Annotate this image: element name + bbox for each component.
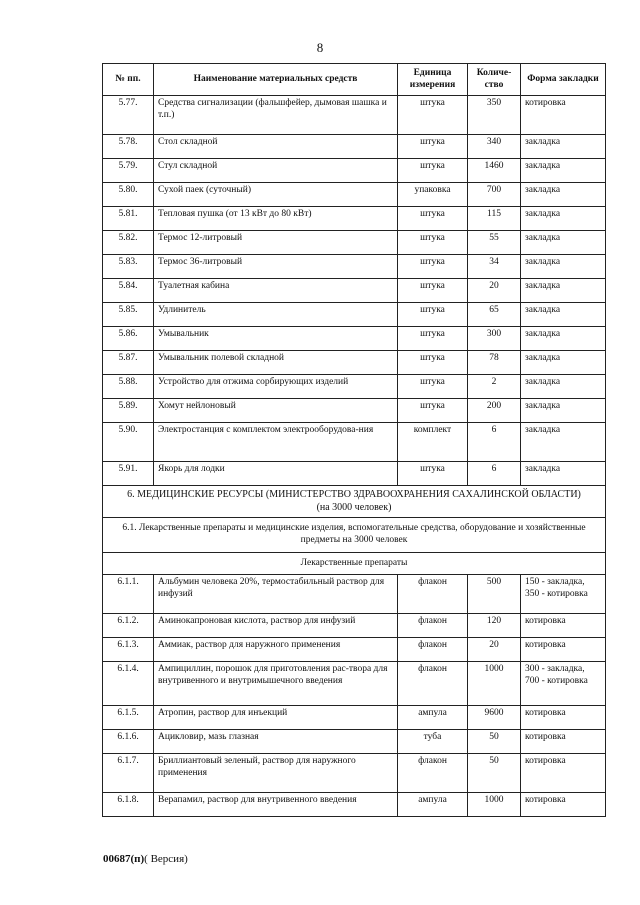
- table-row: [103, 327, 606, 351]
- row-num: 5.80.: [103, 183, 154, 207]
- row-unit: штука: [398, 462, 468, 486]
- row-qty: 1000: [468, 662, 521, 706]
- row-form: котировка: [521, 793, 606, 817]
- row-qty: 6: [468, 423, 521, 462]
- row-qty: 700: [468, 183, 521, 207]
- row-unit: ампула: [398, 706, 468, 730]
- section-heading-row: [103, 486, 606, 518]
- category-heading: Лекарственные препараты: [103, 553, 606, 575]
- row-unit: штука: [398, 303, 468, 327]
- row-form: закладка: [521, 423, 606, 462]
- row-form: 150 - закладка, 350 - котировка: [521, 575, 606, 614]
- subsection-heading: 6.1. Лекарственные препараты и медицинские изделия, вспомогательные средства, оборудование и хозяйственные предметы на 3000 человек: [103, 518, 606, 553]
- table-row: [103, 423, 606, 462]
- row-form: закладка: [521, 135, 606, 159]
- row-num: 5.79.: [103, 159, 154, 183]
- row-name: Туалетная кабина: [154, 279, 398, 303]
- row-unit: флакон: [398, 575, 468, 614]
- row-num: 5.81.: [103, 207, 154, 231]
- row-num: 5.90.: [103, 423, 154, 462]
- row-num: 6.1.4.: [103, 662, 154, 706]
- row-form: закладка: [521, 159, 606, 183]
- table-row: [103, 279, 606, 303]
- row-num: 5.83.: [103, 255, 154, 279]
- category-heading-row: [103, 553, 606, 575]
- row-name: Верапамил, раствор для внутривенного введения: [154, 793, 398, 817]
- row-num: 5.85.: [103, 303, 154, 327]
- row-num: 5.77.: [103, 96, 154, 135]
- row-name: Альбумин человека 20%, термостабильный раствор для инфузий: [154, 575, 398, 614]
- row-unit: штука: [398, 399, 468, 423]
- row-num: 6.1.5.: [103, 706, 154, 730]
- row-name: Средства сигнализации (фальшфейер, дымовая шашка и т.п.): [154, 96, 398, 135]
- table-row: [103, 159, 606, 183]
- row-qty: 34: [468, 255, 521, 279]
- table-row: [103, 375, 606, 399]
- table-row: [103, 638, 606, 662]
- row-qty: 115: [468, 207, 521, 231]
- document-version: ( Версия): [144, 853, 188, 865]
- row-num: 6.1.6.: [103, 730, 154, 754]
- section-note: (на 3000 человек): [316, 501, 392, 513]
- row-unit: флакон: [398, 662, 468, 706]
- row-form: котировка: [521, 96, 606, 135]
- row-form: котировка: [521, 754, 606, 793]
- row-unit: штука: [398, 255, 468, 279]
- materials-table: [102, 63, 606, 817]
- row-qty: 2: [468, 375, 521, 399]
- row-qty: 1460: [468, 159, 521, 183]
- row-name: Сухой паек (суточный): [154, 183, 398, 207]
- header-name: Наименование материальных средств: [154, 64, 398, 96]
- row-name: Якорь для лодки: [154, 462, 398, 486]
- row-unit: штука: [398, 231, 468, 255]
- row-form: 300 - закладка, 700 - котировка: [521, 662, 606, 706]
- row-unit: ампула: [398, 793, 468, 817]
- row-unit: флакон: [398, 754, 468, 793]
- row-qty: 50: [468, 754, 521, 793]
- document-footer: [103, 853, 188, 865]
- table-row: [103, 255, 606, 279]
- row-unit: штука: [398, 135, 468, 159]
- row-num: 6.1.3.: [103, 638, 154, 662]
- row-num: 6.1.2.: [103, 614, 154, 638]
- row-qty: 65: [468, 303, 521, 327]
- row-form: закладка: [521, 303, 606, 327]
- table-row: [103, 351, 606, 375]
- row-qty: 120: [468, 614, 521, 638]
- row-form: закладка: [521, 231, 606, 255]
- table-row: [103, 462, 606, 486]
- row-name: Бриллиантовый зеленый, раствор для наружного применения: [154, 754, 398, 793]
- row-name: Тепловая пушка (от 13 кВт до 80 кВт): [154, 207, 398, 231]
- row-num: 5.78.: [103, 135, 154, 159]
- row-name: Устройство для отжима сорбирующих изделий: [154, 375, 398, 399]
- row-qty: 500: [468, 575, 521, 614]
- row-unit: флакон: [398, 638, 468, 662]
- row-qty: 350: [468, 96, 521, 135]
- row-unit: штука: [398, 351, 468, 375]
- header-num: № пп.: [103, 64, 154, 96]
- row-qty: 20: [468, 638, 521, 662]
- row-unit: штука: [398, 327, 468, 351]
- table-header-row: [103, 64, 606, 96]
- row-form: закладка: [521, 207, 606, 231]
- row-num: 6.1.7.: [103, 754, 154, 793]
- page-number: 8: [316, 40, 324, 55]
- row-unit: штука: [398, 96, 468, 135]
- header-qty: Количе-ство: [468, 64, 521, 96]
- row-name: Ампициллин, порошок для приготовления рас-твора для внутривенного и внутримышечного введения: [154, 662, 398, 706]
- row-num: 6.1.1.: [103, 575, 154, 614]
- row-unit: упаковка: [398, 183, 468, 207]
- row-unit: туба: [398, 730, 468, 754]
- row-unit: комплект: [398, 423, 468, 462]
- subsection-heading-row: [103, 518, 606, 553]
- table-row: [103, 207, 606, 231]
- table-row: [103, 96, 606, 135]
- table-row: [103, 614, 606, 638]
- header-unit: Единица измерения: [398, 64, 468, 96]
- row-name: Хомут нейлоновый: [154, 399, 398, 423]
- row-qty: 1000: [468, 793, 521, 817]
- row-num: 6.1.8.: [103, 793, 154, 817]
- row-form: котировка: [521, 730, 606, 754]
- table-row: [103, 183, 606, 207]
- row-form: закладка: [521, 351, 606, 375]
- row-name: Атропин, раствор для инъекций: [154, 706, 398, 730]
- row-unit: штука: [398, 279, 468, 303]
- row-qty: 6: [468, 462, 521, 486]
- table-row: [103, 575, 606, 614]
- document-code: 00687(п): [103, 853, 145, 865]
- row-qty: 300: [468, 327, 521, 351]
- row-qty: 340: [468, 135, 521, 159]
- row-form: закладка: [521, 183, 606, 207]
- row-unit: штука: [398, 375, 468, 399]
- row-num: 5.88.: [103, 375, 154, 399]
- row-form: закладка: [521, 279, 606, 303]
- row-qty: 55: [468, 231, 521, 255]
- row-form: котировка: [521, 638, 606, 662]
- row-qty: 78: [468, 351, 521, 375]
- row-name: Термос 36-литровый: [154, 255, 398, 279]
- row-name: Стол складной: [154, 135, 398, 159]
- table-row: [103, 662, 606, 706]
- row-name: Удлинитель: [154, 303, 398, 327]
- row-name: Аммиак, раствор для наружного применения: [154, 638, 398, 662]
- row-form: котировка: [521, 706, 606, 730]
- row-num: 5.82.: [103, 231, 154, 255]
- row-form: закладка: [521, 255, 606, 279]
- row-name: Ацикловир, мазь глазная: [154, 730, 398, 754]
- row-form: котировка: [521, 614, 606, 638]
- header-form: Форма закладки: [521, 64, 606, 96]
- row-name: Электростанция с комплектом электрооборудова-ния: [154, 423, 398, 462]
- table-row: [103, 754, 606, 793]
- table-row: [103, 135, 606, 159]
- row-num: 5.86.: [103, 327, 154, 351]
- row-unit: флакон: [398, 614, 468, 638]
- table-row: [103, 399, 606, 423]
- row-num: 5.91.: [103, 462, 154, 486]
- table-row: [103, 793, 606, 817]
- row-name: Стул складной: [154, 159, 398, 183]
- row-qty: 9600: [468, 706, 521, 730]
- table-row: [103, 303, 606, 327]
- row-form: закладка: [521, 327, 606, 351]
- table-row: [103, 231, 606, 255]
- row-form: закладка: [521, 462, 606, 486]
- row-unit: штука: [398, 159, 468, 183]
- section-title: 6. МЕДИЦИНСКИЕ РЕСУРСЫ (МИНИСТЕРСТВО ЗДРАВООХРАНЕНИЯ САХАЛИНСКОЙ ОБЛАСТИ): [127, 489, 581, 500]
- row-form: закладка: [521, 399, 606, 423]
- row-qty: 50: [468, 730, 521, 754]
- row-num: 5.84.: [103, 279, 154, 303]
- table-row: [103, 706, 606, 730]
- row-form: закладка: [521, 375, 606, 399]
- row-name: Умывальник полевой складной: [154, 351, 398, 375]
- row-qty: 20: [468, 279, 521, 303]
- row-name: Термос 12-литровый: [154, 231, 398, 255]
- section-heading: [103, 486, 606, 518]
- row-num: 5.89.: [103, 399, 154, 423]
- row-qty: 200: [468, 399, 521, 423]
- row-num: 5.87.: [103, 351, 154, 375]
- table-row: [103, 730, 606, 754]
- row-name: Умывальник: [154, 327, 398, 351]
- row-unit: штука: [398, 207, 468, 231]
- row-name: Аминокапроновая кислота, раствор для инфузий: [154, 614, 398, 638]
